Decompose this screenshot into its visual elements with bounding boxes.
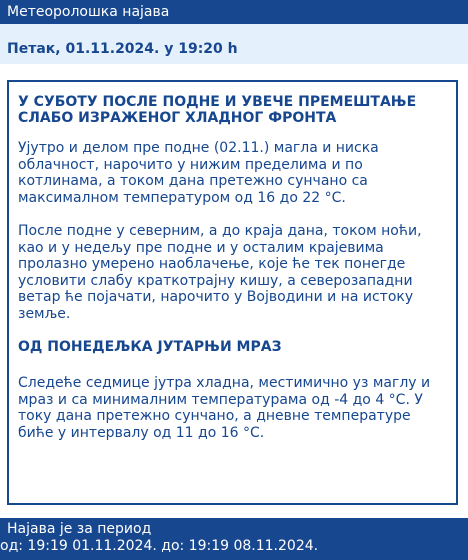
- page-title-bar: [0, 0, 468, 25]
- forecast-paragraph-1: Ујутро и делом пре подне (02.11.) магла и ниска облачност, нарочито у нижим пределима и по котлинама, а током дана претежно сунчано са максималном температуром од 16 до 22 °C.: [18, 140, 379, 206]
- validity-footer: [0, 518, 468, 560]
- forecast-paragraph-2: После подне у северним, а до краја дана, током ноћи, као и у недељу пре подне и у осталим крајевима пролазно умерено наоблачење, које ће тек понегде условити слабу краткотрајну кишу, а северозападни ветар ће појачати, нарочито у Војводини и на истоку земље.: [18, 223, 422, 322]
- issue-date-band: [0, 24, 468, 64]
- forecast-heading-2: ОД ПОНЕДЕЉКА ЈУТАРЊИ МРАЗ: [18, 339, 282, 355]
- forecast-paragraph-3: Следеће седмице јутра хладна, местимично уз маглу и мраз и са минималним температурама од -4 до 4 °C. У току дана претежно сунчано, а дневне температуре биће у интервалу од 11 до 16 °C.: [18, 375, 431, 441]
- validity-period: од: 19:19 01.11.2024. до: 19:19 08.11.2024.: [0, 538, 319, 554]
- forecast-card: [7, 80, 458, 505]
- validity-label: Најава је за период: [7, 521, 152, 537]
- issue-date: Петак, 01.11.2024. у 19:20 h: [7, 41, 238, 57]
- page-title: Метеоролошка најава: [7, 4, 170, 20]
- forecast-heading-1: У СУБОТУ ПОСЛЕ ПОДНЕ И УВЕЧЕ ПРЕМЕШТАЊЕ СЛАБО ИЗРАЖЕНОГ ХЛАДНОГ ФРОНТА: [18, 94, 417, 126]
